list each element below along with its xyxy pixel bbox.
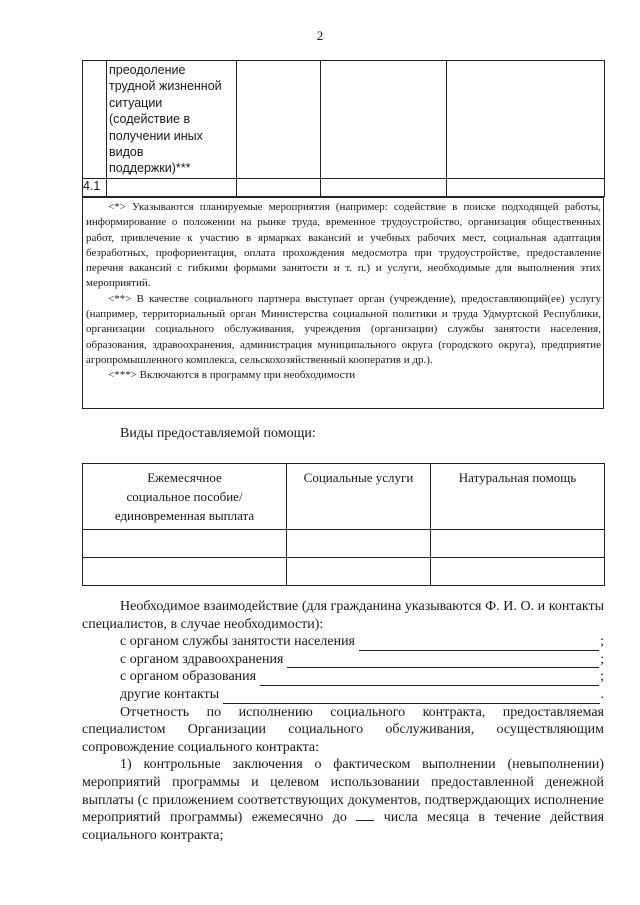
empty-cell xyxy=(237,179,321,197)
employment-contact-field[interactable] xyxy=(359,638,599,651)
empty-cell xyxy=(447,179,605,197)
line-end: . xyxy=(600,686,604,702)
other-contact-field[interactable] xyxy=(223,691,599,704)
empty-cell xyxy=(107,179,237,197)
row-number-cell: 4.1 xyxy=(83,179,107,197)
empty-cell xyxy=(83,558,287,586)
row-number-cell xyxy=(83,61,107,179)
empty-cell xyxy=(287,558,431,586)
other-contact-line xyxy=(82,686,604,704)
interaction-intro: Необходимое взаимодействие (для гражданина указываются Ф. И. О. и контакты специалистов, в случае необходимости): xyxy=(82,599,604,632)
assistance-heading: Виды предоставляемой помощи: xyxy=(120,426,316,441)
line-end: ; xyxy=(600,651,604,667)
reporting-item-1-text: 1) контрольные заключения о фактическом выполнении (невыполнении) мероприятий программы и целевом использовании предоставленной денежной выплаты (с приложением соответствующих документов, подтверждающих исполнение мероприятий программы) ежемесячно до xyxy=(82,757,604,826)
empty-cell xyxy=(431,558,605,586)
health-contact-line xyxy=(82,651,604,669)
health-contact-field[interactable] xyxy=(287,655,599,668)
empty-cell xyxy=(237,61,321,179)
activity-line: поддержки)*** xyxy=(109,161,191,176)
column-header-social-services: Социальные услуги xyxy=(287,464,431,530)
line-end: ; xyxy=(600,634,604,650)
education-contact-line xyxy=(82,668,604,686)
document-body xyxy=(82,598,604,844)
activity-line: трудной жизненной xyxy=(109,79,222,94)
education-label: с органом образования xyxy=(120,669,257,685)
column-header-in-kind: Натуральная помощь xyxy=(431,464,605,530)
day-of-month-field[interactable] xyxy=(356,820,374,821)
reporting-intro: Отчетность по исполнению социального контракта, предоставляемая специалистом Организации социального обслуживания, осуществляющим сопровождение социального контракта: xyxy=(82,704,604,755)
footnotes-box xyxy=(82,197,604,409)
empty-cell xyxy=(321,179,447,197)
activity-cell xyxy=(107,61,237,179)
empty-cell xyxy=(287,530,431,558)
activity-line: видов xyxy=(109,145,144,160)
assistance-table xyxy=(82,463,605,586)
header-line: Ежемесячное xyxy=(147,470,222,485)
activity-line: преодоление xyxy=(109,63,186,77)
health-label: с органом здравоохранения xyxy=(120,651,284,667)
activity-line: ситуации xyxy=(109,95,163,110)
activity-line: (содействие в xyxy=(109,112,191,127)
education-contact-field[interactable] xyxy=(260,673,599,686)
employment-label: с органом службы занятости населения xyxy=(120,634,355,650)
footnote-1: <*> Указываются планируемые мероприятия (например: содействие в поиске подходящей работы, информирование о положении на рынке труда, временное трудоустройство, организация общественных работ, привлечение к участию в ярмарках вакансий и учебных рабочих мест, социальная адаптация безработных, профориентация, оплата прохождения медосмотра при трудоустройстве, предоставление перечня вакансий с гибкими формами занятости и т. п.) и услуги, необходимые для выполнения этих мероприятий. xyxy=(86,201,601,290)
empty-cell xyxy=(83,530,287,558)
other-label: другие контакты xyxy=(120,686,220,702)
empty-cell xyxy=(447,61,605,179)
employment-contact-line xyxy=(82,633,604,651)
column-header-payment xyxy=(83,464,287,530)
program-table xyxy=(82,60,605,197)
header-line: социальное пособие/ xyxy=(126,489,243,504)
empty-cell xyxy=(431,530,605,558)
activity-line: получении иных xyxy=(109,128,203,143)
line-end: ; xyxy=(600,669,604,685)
reporting-item-1-end: числа месяца в течение действия социального контракта; xyxy=(82,810,605,843)
page-number: 2 xyxy=(316,28,324,43)
footnote-3: <***> Включаются в программу при необходимости xyxy=(108,369,356,382)
empty-cell xyxy=(321,61,447,179)
reporting-item-1 xyxy=(82,756,604,844)
header-line: единовременная выплата xyxy=(114,508,255,523)
footnote-2: <**> В качестве социального партнера выступает орган (учреждение), предоставляющий(ее) услугу (например, территориальный орган Министерства социальной политики и труда Удмуртской Республики, организации социального обслуживания, учреждения (организации) службы занятости населения, образования, здравоохранения, администрация муниципального округа (городского округа), предприятие агропромышленного комплекса, сельскохозяйственный кооператив и др.). xyxy=(86,292,601,366)
